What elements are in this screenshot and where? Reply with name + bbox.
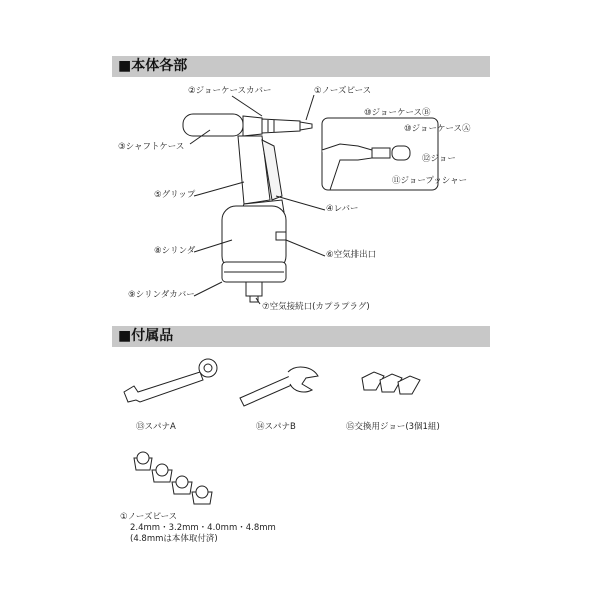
label-jaw-case-b: ⑩ジョーケースⒷ xyxy=(364,108,431,118)
label-cylinder-cover: ⑨シリンダカバー xyxy=(128,290,195,300)
rivet-gun-illustration xyxy=(183,114,312,302)
label-grip: ⑤グリップ xyxy=(154,190,196,200)
label-jaw-pusher: ⑪ジョープッシャー xyxy=(392,176,468,186)
label-jaw-case-a: ⑩ジョーケースⒶ xyxy=(404,124,471,134)
label-lever: ④レバー xyxy=(326,204,359,214)
spanner-a-illustration xyxy=(124,359,217,402)
label-nose-piece-sizes: 2.4mm・3.2mm・4.0mm・4.8mm xyxy=(130,523,276,533)
label-replacement-jaws: ⑮交換用ジョー(3個1組) xyxy=(346,422,440,432)
nose-pieces-illustration xyxy=(134,452,212,504)
label-air-inlet: ⑦空気接続口(カプラプラグ) xyxy=(262,302,370,312)
spanner-b-illustration xyxy=(240,367,318,406)
label-air-exhaust: ⑥空気排出口 xyxy=(326,250,377,260)
label-jaw: ⑫ジョー xyxy=(422,154,456,164)
label-nose-piece: ①ノーズピース xyxy=(314,86,372,96)
label-spanner-a: ⑬スパナA xyxy=(136,422,176,432)
replacement-jaws-illustration xyxy=(362,372,420,394)
label-spanner-b: ⑭スパナB xyxy=(256,422,296,432)
label-nose-pieces: ①ノーズピース xyxy=(120,512,178,522)
label-jaw-case-cover: ②ジョーケースカバー xyxy=(188,86,272,96)
section-title-accessories: ■付属品 xyxy=(118,328,174,344)
label-cylinder: ⑧シリンダ xyxy=(154,246,196,256)
label-shaft-case: ③シャフトケース xyxy=(118,142,185,152)
section-title-main-body: ■本体各部 xyxy=(118,58,188,74)
label-nose-piece-note: (4.8mmは本体取付済) xyxy=(130,534,218,544)
